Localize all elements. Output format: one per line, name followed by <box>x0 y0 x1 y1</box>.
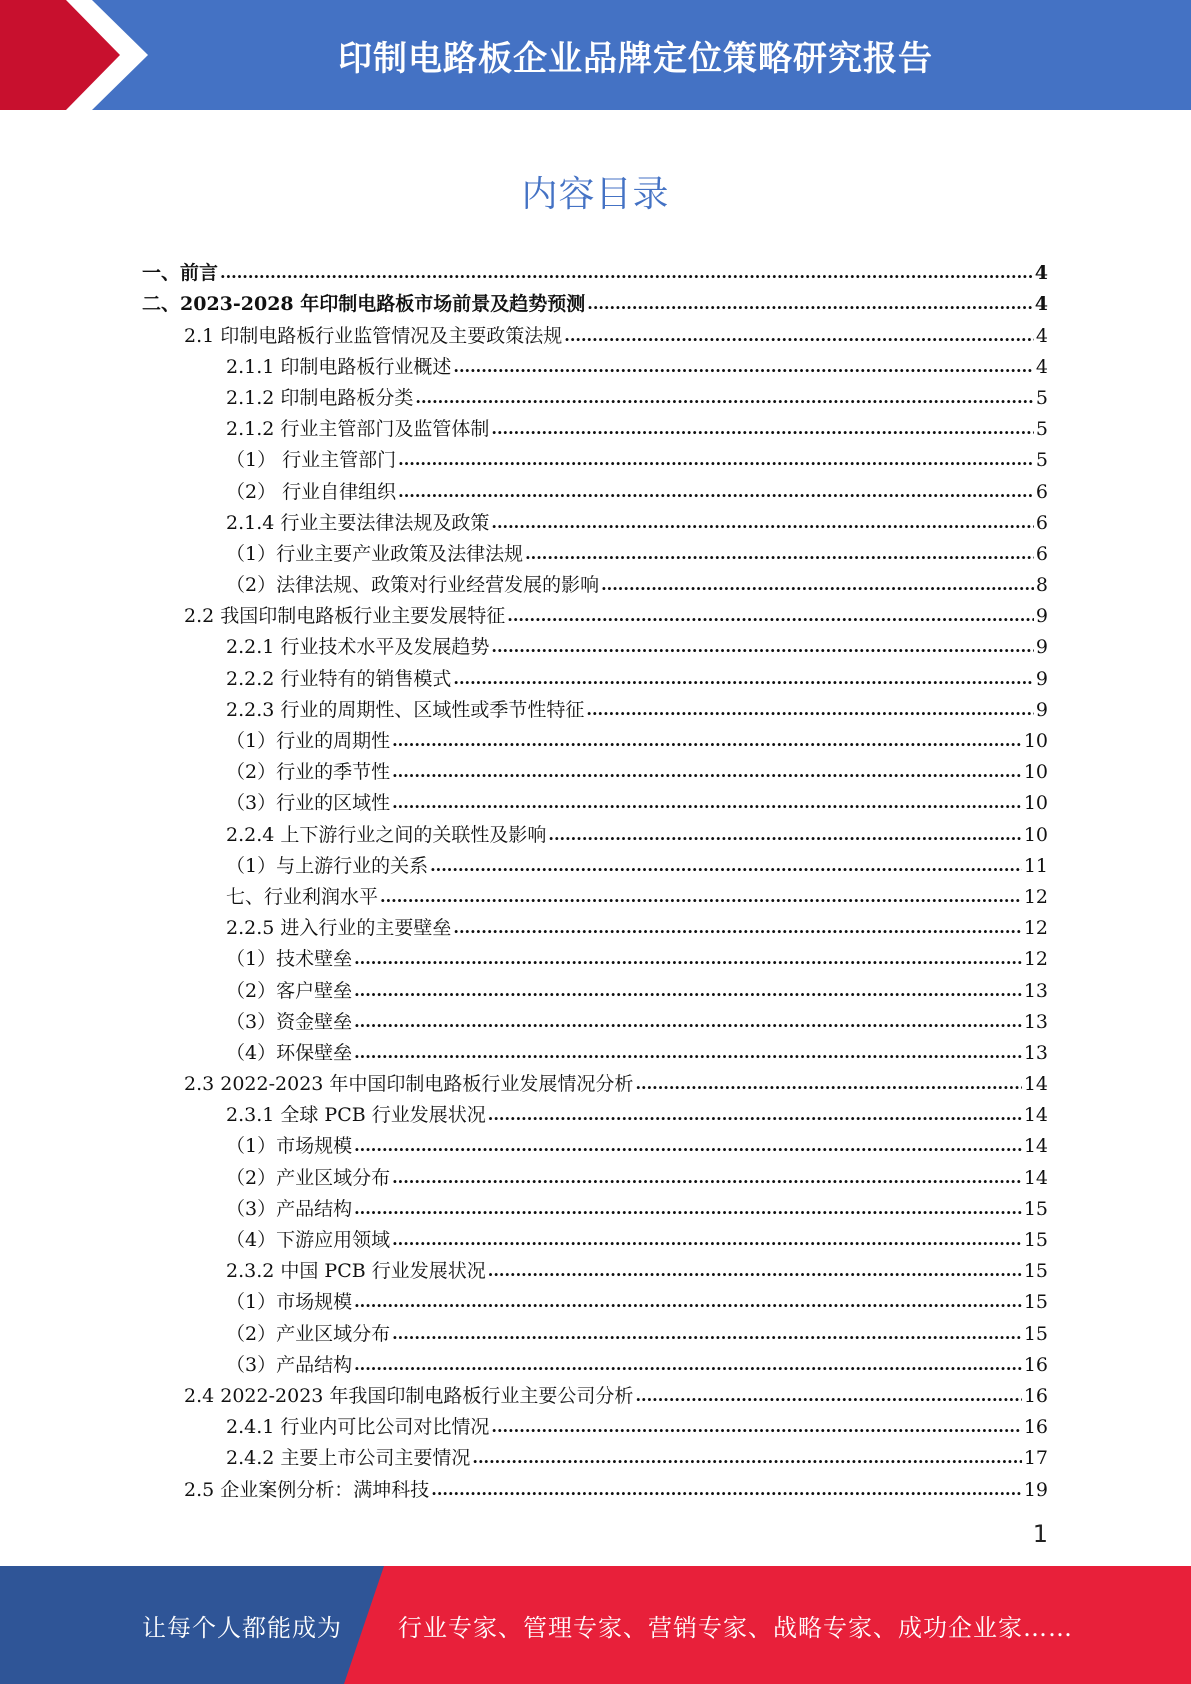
toc-dot-leader <box>491 417 1034 441</box>
toc-dot-leader <box>354 1134 1022 1158</box>
toc-entry[interactable] <box>142 472 1048 503</box>
toc-entry[interactable] <box>142 1065 1048 1096</box>
toc-dot-leader <box>601 573 1034 597</box>
toc-dot-leader <box>392 729 1022 753</box>
toc-entry-page: 15 <box>1023 1197 1048 1220</box>
toc-entry[interactable] <box>142 940 1048 971</box>
toc-entry-page: 12 <box>1023 885 1048 908</box>
toc-entry-page: 14 <box>1023 1135 1048 1158</box>
toc-entry-label: （1）与上游行业的关系 <box>226 854 429 877</box>
toc-entry-page: 10 <box>1023 792 1048 815</box>
toc-entry[interactable] <box>142 815 1048 846</box>
toc-entry-label: （1）市场规模 <box>226 1135 353 1158</box>
toc-entry-page: 17 <box>1023 1447 1048 1470</box>
toc-entry-label: 2.3.1 全球 PCB 行业发展状况 <box>226 1104 486 1127</box>
toc-entry-page: 14 <box>1023 1073 1048 1096</box>
toc-entry[interactable] <box>142 1158 1048 1189</box>
toc-dot-leader <box>392 791 1022 815</box>
toc-entry[interactable] <box>142 691 1048 722</box>
toc-entry[interactable] <box>142 254 1048 285</box>
toc-entry[interactable] <box>142 1190 1048 1221</box>
toc-dot-leader <box>491 635 1034 659</box>
toc-entry-label: 2.4 2022-2023 年我国印制电路板行业主要公司分析 <box>184 1384 634 1407</box>
toc-dot-leader <box>507 604 1034 628</box>
toc-entry[interactable] <box>142 784 1048 815</box>
toc-dot-leader <box>392 760 1022 784</box>
toc-entry[interactable] <box>142 971 1048 1002</box>
toc-entry-page: 10 <box>1023 730 1048 752</box>
toc-entry-label: 2.2.1 行业技术水平及发展趋势 <box>226 636 490 659</box>
toc-dot-leader <box>586 698 1034 722</box>
toc-entry-label: 七、行业利润水平 <box>226 885 379 908</box>
toc-entry[interactable] <box>142 1283 1048 1314</box>
toc-entry-label: 2.1.2 行业主管部门及监管体制 <box>226 418 490 441</box>
toc-entry[interactable] <box>142 504 1048 535</box>
toc-entry-label: 2.4.1 行业内可比公司对比情况 <box>226 1416 490 1439</box>
chevron-arrow-icon <box>0 0 160 110</box>
toc-entry[interactable] <box>142 1003 1048 1034</box>
toc-dot-leader <box>564 324 1034 348</box>
toc-dot-leader <box>354 1197 1022 1221</box>
toc-entry[interactable] <box>142 316 1048 347</box>
toc-entry[interactable] <box>142 1127 1048 1158</box>
toc-entry-label: 2.3.2 中国 PCB 行业发展状况 <box>226 1260 486 1283</box>
toc-entry-label: 一、前言 <box>142 262 219 285</box>
toc-entry-page: 4 <box>1034 293 1048 316</box>
toc-entry-page: 15 <box>1023 1260 1048 1283</box>
toc-dot-leader <box>453 667 1034 691</box>
toc-dot-leader <box>398 448 1034 472</box>
toc-entry[interactable] <box>142 878 1048 909</box>
toc-entry-label: 2.1.4 行业主要法律法规及政策 <box>226 511 490 534</box>
footer-slogan-right: 行业专家、管理专家、营销专家、战略专家、成功企业家…… <box>398 1613 1073 1642</box>
toc-entry[interactable] <box>142 1034 1048 1065</box>
toc-entry-page: 16 <box>1023 1353 1048 1376</box>
toc-entry-page: 13 <box>1023 1041 1048 1064</box>
toc-dot-leader <box>491 1415 1021 1439</box>
toc-entry[interactable] <box>142 659 1048 690</box>
toc-dot-leader <box>491 511 1034 535</box>
toc-entry-page: 19 <box>1023 1478 1048 1501</box>
toc-entry-page: 4 <box>1034 262 1048 285</box>
toc-dot-leader <box>354 1290 1022 1314</box>
toc-entry-label: （1） 行业主管部门 <box>226 449 397 472</box>
toc-dot-leader <box>354 979 1022 1003</box>
toc-entry-page: 15 <box>1023 1291 1048 1314</box>
toc-dot-leader <box>635 1072 1021 1096</box>
toc-entry[interactable] <box>142 1439 1048 1470</box>
toc-entry[interactable] <box>142 1252 1048 1283</box>
footer-banner <box>0 1566 1191 1684</box>
toc-heading: 内容目录 <box>521 174 670 215</box>
toc-dot-leader <box>398 480 1034 504</box>
toc-entry-label: （2）法律法规、政策对行业经营发展的影响 <box>226 574 600 597</box>
toc-entry[interactable] <box>142 566 1048 597</box>
toc-entry[interactable] <box>142 909 1048 940</box>
toc-entry-label: （2） 行业自律组织 <box>226 480 397 503</box>
toc-entry[interactable] <box>142 1346 1048 1377</box>
toc-entry-label: 2.4.2 主要上市公司主要情况 <box>226 1447 471 1470</box>
toc-entry[interactable] <box>142 1470 1048 1501</box>
toc-entry-page: 14 <box>1023 1104 1048 1127</box>
toc-entry[interactable] <box>142 410 1048 441</box>
toc-entry[interactable] <box>142 379 1048 410</box>
toc-entry-page: 6 <box>1035 511 1048 534</box>
table-of-contents <box>142 254 1048 1502</box>
toc-entry-page: 14 <box>1023 1166 1048 1189</box>
toc-dot-leader <box>354 947 1022 971</box>
toc-dot-leader <box>548 823 1021 847</box>
toc-entry-page: 16 <box>1023 1416 1048 1439</box>
toc-dot-leader <box>430 854 1022 878</box>
report-title: 印制电路板企业品牌定位策略研究报告 <box>338 38 933 79</box>
toc-entry-label: 2.3 2022-2023 年中国印制电路板行业发展情况分析 <box>184 1073 634 1096</box>
toc-dot-leader <box>472 1446 1021 1470</box>
footer-slogan-left: 让每个人都能成为 <box>142 1613 342 1642</box>
toc-entry-page: 11 <box>1023 854 1048 877</box>
toc-entry-label: （2）客户壁垒 <box>226 979 353 1002</box>
toc-entry[interactable] <box>142 1314 1048 1345</box>
toc-entry-label: 2.2.4 上下游行业之间的关联性及影响 <box>226 823 547 846</box>
toc-entry-label: （1）行业主要产业政策及法律法规 <box>226 542 524 565</box>
toc-entry-page: 5 <box>1035 418 1048 441</box>
toc-dot-leader <box>220 261 1033 285</box>
toc-entry-label: 2.2.2 行业特有的销售模式 <box>226 667 452 690</box>
toc-entry-page: 10 <box>1023 761 1048 784</box>
toc-entry-page: 6 <box>1035 542 1048 565</box>
toc-entry-page: 12 <box>1023 917 1048 940</box>
toc-entry-page: 8 <box>1035 574 1048 597</box>
toc-entry[interactable] <box>142 348 1048 379</box>
header-banner <box>0 0 1191 110</box>
toc-entry[interactable] <box>142 628 1048 659</box>
toc-entry-label: （2）行业的季节性 <box>226 761 391 784</box>
toc-entry-label: （1）行业的周期性 <box>226 730 391 752</box>
toc-dot-leader <box>488 1103 1022 1127</box>
toc-entry-page: 4 <box>1035 355 1048 378</box>
toc-entry-label: （3）资金壁垒 <box>226 1010 353 1033</box>
toc-entry[interactable] <box>142 753 1048 784</box>
toc-entry-label: 2.2.3 行业的周期性、区域性或季节性特征 <box>226 698 585 721</box>
toc-entry[interactable] <box>142 847 1048 878</box>
toc-dot-leader <box>392 1322 1022 1346</box>
toc-entry[interactable] <box>142 722 1048 753</box>
toc-entry-label: （4）环保壁垒 <box>226 1041 353 1064</box>
toc-entry-label: 2.1 印制电路板行业监管情况及主要政策法规 <box>184 324 563 347</box>
toc-entry-label: 2.2.5 进入行业的主要壁垒 <box>226 917 452 940</box>
toc-entry-label: 2.1.1 印制电路板行业概述 <box>226 355 452 378</box>
toc-dot-leader <box>453 916 1021 940</box>
toc-dot-leader <box>453 355 1034 379</box>
toc-entry-label: 2.1.2 印制电路板分类 <box>226 386 414 409</box>
toc-entry-label: 二、2023-2028 年印制电路板市场前景及趋势预测 <box>142 293 586 316</box>
toc-entry[interactable] <box>142 1221 1048 1252</box>
toc-dot-leader <box>415 386 1034 410</box>
toc-entry-label: （4）下游应用领域 <box>226 1229 391 1251</box>
toc-entry-page: 9 <box>1035 636 1048 659</box>
toc-entry-page: 9 <box>1035 605 1048 628</box>
toc-dot-leader <box>380 885 1022 909</box>
toc-dot-leader <box>587 292 1033 316</box>
toc-dot-leader <box>488 1259 1022 1283</box>
toc-dot-leader <box>354 1010 1022 1034</box>
toc-dot-leader <box>431 1478 1022 1502</box>
toc-entry[interactable] <box>142 1377 1048 1408</box>
toc-entry-page: 6 <box>1035 480 1048 503</box>
toc-entry-page: 5 <box>1035 386 1048 409</box>
toc-entry[interactable] <box>142 597 1048 628</box>
toc-dot-leader <box>392 1166 1022 1190</box>
toc-entry[interactable] <box>142 1408 1048 1439</box>
toc-entry-page: 16 <box>1023 1384 1048 1407</box>
toc-entry[interactable] <box>142 441 1048 472</box>
toc-dot-leader <box>525 542 1034 566</box>
toc-entry-label: （2）产业区域分布 <box>226 1166 391 1189</box>
toc-entry-page: 10 <box>1023 823 1048 846</box>
toc-dot-leader <box>354 1353 1022 1377</box>
toc-entry-page: 15 <box>1023 1322 1048 1345</box>
toc-entry-label: （3）产品结构 <box>226 1197 353 1220</box>
toc-entry-page: 12 <box>1023 948 1048 971</box>
toc-entry-label: （1）市场规模 <box>226 1291 353 1314</box>
toc-entry-page: 4 <box>1035 324 1048 347</box>
toc-entry-page: 15 <box>1023 1229 1048 1251</box>
toc-entry-page: 9 <box>1035 667 1048 690</box>
toc-dot-leader <box>635 1384 1021 1408</box>
toc-entry-page: 13 <box>1023 979 1048 1002</box>
toc-entry-label: 2.5 企业案例分析：满坤科技 <box>184 1478 430 1501</box>
toc-entry-label: （3）产品结构 <box>226 1353 353 1376</box>
toc-dot-leader <box>354 1041 1022 1065</box>
toc-entry-page: 5 <box>1035 449 1048 472</box>
toc-entry[interactable] <box>142 285 1048 316</box>
toc-entry-page: 9 <box>1035 698 1048 721</box>
toc-dot-leader <box>392 1228 1022 1252</box>
page-number: 1 <box>1032 1520 1048 1548</box>
toc-entry-label: （2）产业区域分布 <box>226 1322 391 1345</box>
toc-entry[interactable] <box>142 1096 1048 1127</box>
toc-entry-label: （3）行业的区域性 <box>226 792 391 815</box>
toc-entry-label: （1）技术壁垒 <box>226 948 353 971</box>
toc-entry[interactable] <box>142 535 1048 566</box>
toc-entry-label: 2.2 我国印制电路板行业主要发展特征 <box>184 605 506 628</box>
toc-entry-page: 13 <box>1023 1010 1048 1033</box>
